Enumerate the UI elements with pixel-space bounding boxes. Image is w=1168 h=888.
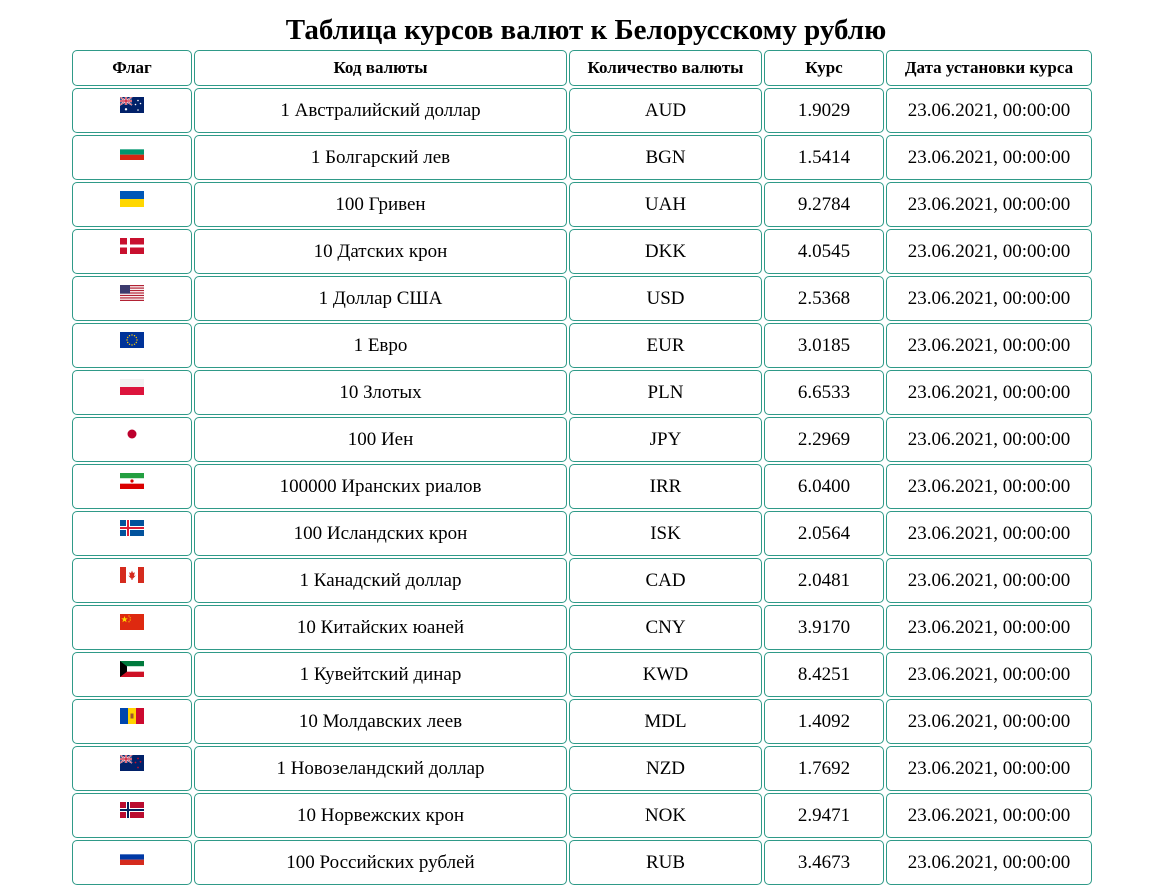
- date-cell: 23.06.2021, 00:00:00: [886, 276, 1092, 321]
- currency-code-cell: BGN: [569, 135, 762, 180]
- table-row: [72, 793, 1092, 838]
- currency-name-cell: 1 Кувейтский динар: [194, 652, 567, 697]
- header-code: Код валюты: [194, 50, 567, 86]
- rate-cell: 1.5414: [764, 135, 884, 180]
- flag-kw-icon: [120, 661, 144, 677]
- table-row: [72, 699, 1092, 744]
- flag-cell: [72, 417, 192, 462]
- currency-name-cell: 10 Злотых: [194, 370, 567, 415]
- currency-name-cell: 1 Евро: [194, 323, 567, 368]
- currency-code-cell: KWD: [569, 652, 762, 697]
- currency-name-cell: 1 Австралийский доллар: [194, 88, 567, 133]
- rate-cell: 1.9029: [764, 88, 884, 133]
- currency-name-cell: 100 Гривен: [194, 182, 567, 227]
- page-title: Таблица курсов валют к Белорусскому рублю: [285, 14, 887, 46]
- flag-cell: [72, 464, 192, 509]
- currency-code-cell: DKK: [569, 229, 762, 274]
- table-row: [72, 652, 1092, 697]
- header-date: Дата установки курса: [886, 50, 1092, 86]
- flag-cell: [72, 135, 192, 180]
- date-cell: 23.06.2021, 00:00:00: [886, 558, 1092, 603]
- table-row: [72, 511, 1092, 556]
- rate-cell: 1.4092: [764, 699, 884, 744]
- table-row: [72, 323, 1092, 368]
- rate-cell: 2.0564: [764, 511, 884, 556]
- currency-code-cell: NOK: [569, 793, 762, 838]
- table-row: [72, 840, 1092, 885]
- rate-cell: 2.0481: [764, 558, 884, 603]
- flag-jp-icon: [120, 426, 144, 442]
- rate-cell: 3.4673: [764, 840, 884, 885]
- flag-ca-icon: [120, 567, 144, 583]
- rate-cell: 3.0185: [764, 323, 884, 368]
- currency-code-cell: NZD: [569, 746, 762, 791]
- flag-cell: [72, 746, 192, 791]
- table-row: [72, 276, 1092, 321]
- rate-cell: 9.2784: [764, 182, 884, 227]
- rate-cell: 3.9170: [764, 605, 884, 650]
- currency-code-cell: CNY: [569, 605, 762, 650]
- currency-name-cell: 1 Доллар США: [194, 276, 567, 321]
- currency-name-cell: 100 Российских рублей: [194, 840, 567, 885]
- header-quantity: Количество валюты: [569, 50, 762, 86]
- currency-name-cell: 10 Норвежских крон: [194, 793, 567, 838]
- flag-cell: [72, 323, 192, 368]
- currency-name-cell: 1 Новозеландский доллар: [194, 746, 567, 791]
- rate-cell: 2.9471: [764, 793, 884, 838]
- currency-code-cell: CAD: [569, 558, 762, 603]
- flag-cell: [72, 511, 192, 556]
- date-cell: 23.06.2021, 00:00:00: [886, 370, 1092, 415]
- currency-code-cell: EUR: [569, 323, 762, 368]
- table-row: [72, 182, 1092, 227]
- date-cell: 23.06.2021, 00:00:00: [886, 229, 1092, 274]
- currency-code-cell: JPY: [569, 417, 762, 462]
- flag-nz-icon: [120, 755, 144, 771]
- currency-code-cell: PLN: [569, 370, 762, 415]
- date-cell: 23.06.2021, 00:00:00: [886, 746, 1092, 791]
- table-row: [72, 464, 1092, 509]
- flag-ua-icon: [120, 191, 144, 207]
- currency-name-cell: 10 Молдавских леев: [194, 699, 567, 744]
- date-cell: 23.06.2021, 00:00:00: [886, 88, 1092, 133]
- date-cell: 23.06.2021, 00:00:00: [886, 182, 1092, 227]
- date-cell: 23.06.2021, 00:00:00: [886, 135, 1092, 180]
- currency-code-cell: MDL: [569, 699, 762, 744]
- currency-code-cell: AUD: [569, 88, 762, 133]
- date-cell: 23.06.2021, 00:00:00: [886, 417, 1092, 462]
- date-cell: 23.06.2021, 00:00:00: [886, 511, 1092, 556]
- header-rate: Курс: [764, 50, 884, 86]
- table-row: [72, 746, 1092, 791]
- flag-pl-icon: [120, 379, 144, 395]
- currency-code-cell: IRR: [569, 464, 762, 509]
- flag-cell: [72, 182, 192, 227]
- currency-name-cell: 100000 Иранских риалов: [194, 464, 567, 509]
- currency-code-cell: UAH: [569, 182, 762, 227]
- rate-cell: 6.6533: [764, 370, 884, 415]
- currency-name-cell: 1 Канадский доллар: [194, 558, 567, 603]
- date-cell: 23.06.2021, 00:00:00: [886, 699, 1092, 744]
- currency-name-cell: 100 Иен: [194, 417, 567, 462]
- table-row: [72, 605, 1092, 650]
- currency-name-cell: 10 Датских крон: [194, 229, 567, 274]
- flag-ir-icon: [120, 473, 144, 489]
- date-cell: 23.06.2021, 00:00:00: [886, 652, 1092, 697]
- header-flag: Флаг: [72, 50, 192, 86]
- flag-cell: [72, 276, 192, 321]
- rate-cell: 2.5368: [764, 276, 884, 321]
- flag-is-icon: [120, 520, 144, 536]
- currency-code-cell: USD: [569, 276, 762, 321]
- flag-au-icon: [120, 97, 144, 113]
- flag-cell: [72, 229, 192, 274]
- date-cell: 23.06.2021, 00:00:00: [886, 605, 1092, 650]
- table-row: [72, 135, 1092, 180]
- currency-code-cell: ISK: [569, 511, 762, 556]
- date-cell: 23.06.2021, 00:00:00: [886, 323, 1092, 368]
- rate-cell: 1.7692: [764, 746, 884, 791]
- flag-cn-icon: [120, 614, 144, 630]
- rate-cell: 2.2969: [764, 417, 884, 462]
- currency-table: [70, 48, 1094, 887]
- table-row: [72, 229, 1092, 274]
- rate-cell: 6.0400: [764, 464, 884, 509]
- table-row: [72, 88, 1092, 133]
- table-row: [72, 558, 1092, 603]
- flag-cell: [72, 652, 192, 697]
- currency-name-cell: 10 Китайских юаней: [194, 605, 567, 650]
- flag-dk-icon: [120, 238, 144, 254]
- flag-bg-icon: [120, 144, 144, 160]
- flag-no-icon: [120, 802, 144, 818]
- date-cell: 23.06.2021, 00:00:00: [886, 793, 1092, 838]
- flag-cell: [72, 793, 192, 838]
- flag-eu-icon: [120, 332, 144, 348]
- table-row: [72, 417, 1092, 462]
- flag-ru-icon: [120, 849, 144, 865]
- table-row: [72, 370, 1092, 415]
- flag-md-icon: [120, 708, 144, 724]
- rate-cell: 8.4251: [764, 652, 884, 697]
- currency-name-cell: 1 Болгарский лев: [194, 135, 567, 180]
- flag-cell: [72, 699, 192, 744]
- flag-cell: [72, 840, 192, 885]
- date-cell: 23.06.2021, 00:00:00: [886, 464, 1092, 509]
- flag-cell: [72, 370, 192, 415]
- header-row: [72, 50, 1092, 86]
- date-cell: 23.06.2021, 00:00:00: [886, 840, 1092, 885]
- currency-name-cell: 100 Исландских крон: [194, 511, 567, 556]
- rate-cell: 4.0545: [764, 229, 884, 274]
- flag-cell: [72, 605, 192, 650]
- flag-cell: [72, 88, 192, 133]
- currency-code-cell: RUB: [569, 840, 762, 885]
- flag-us-icon: [120, 285, 144, 301]
- flag-cell: [72, 558, 192, 603]
